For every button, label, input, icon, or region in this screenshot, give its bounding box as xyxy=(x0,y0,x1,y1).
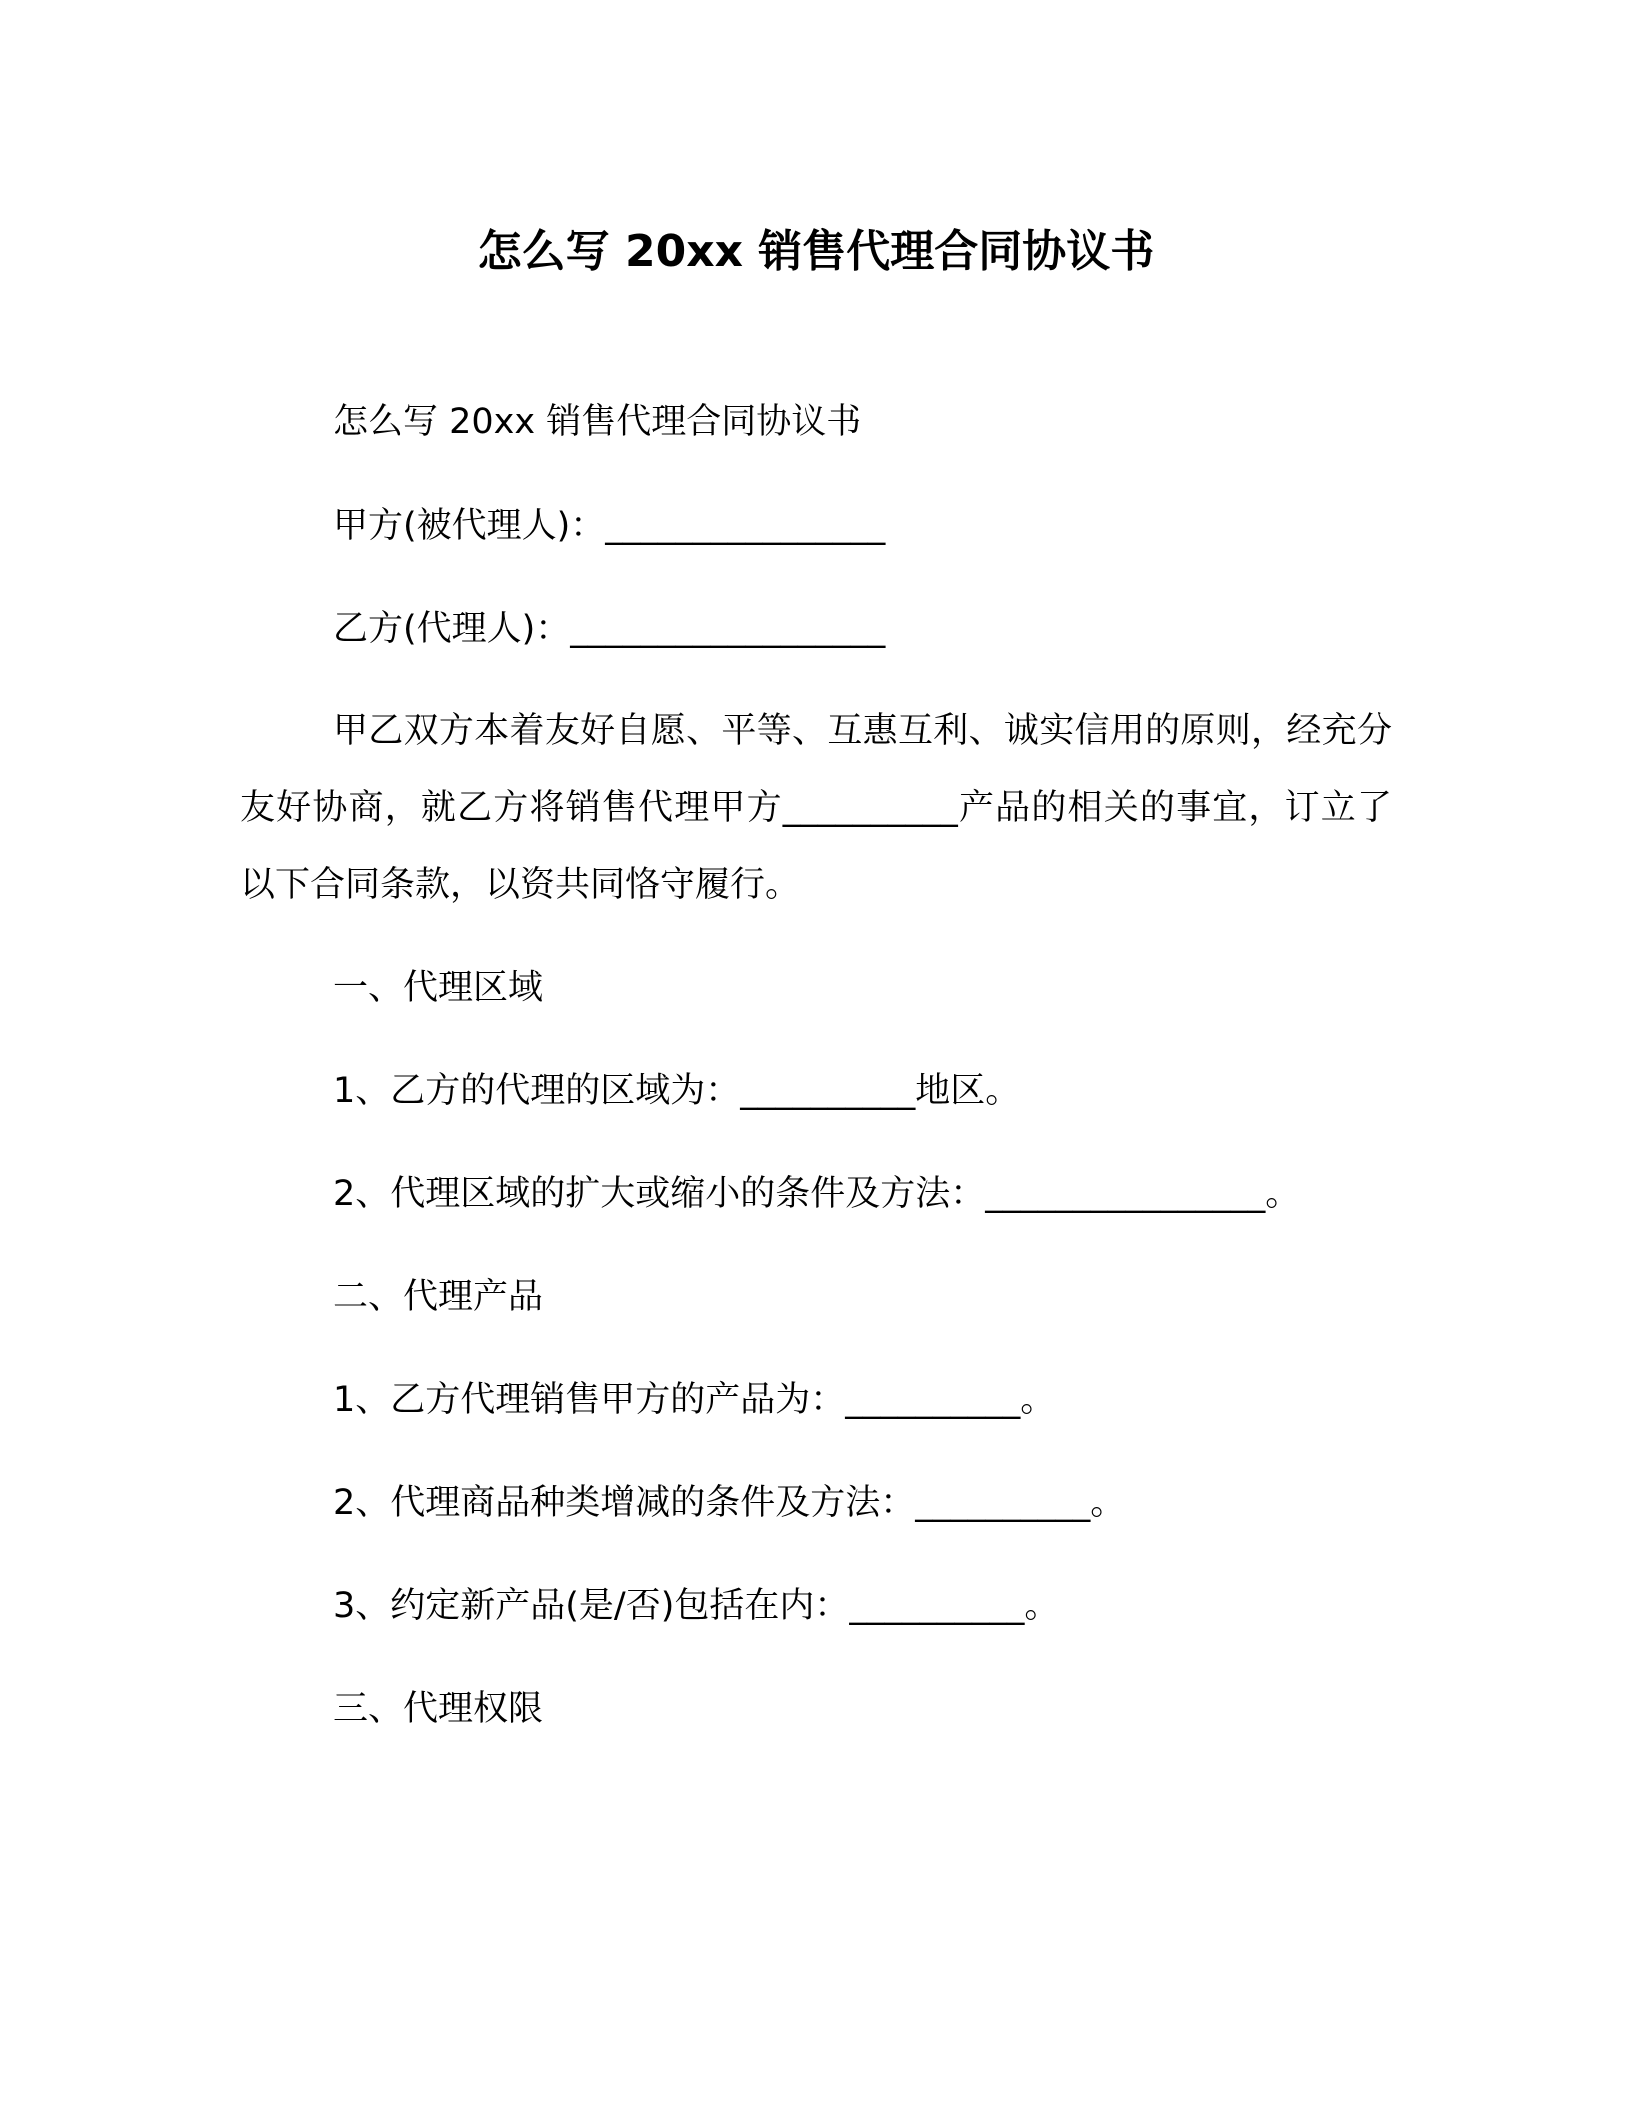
section-1-item-1: 1、乙方的代理的区域为：__________地区。 xyxy=(333,1071,1021,1111)
party-a-line: 甲方(被代理人)：________________ xyxy=(333,506,886,546)
section-2-heading: 二、代理产品 xyxy=(333,1277,544,1317)
intro-paragraph: 甲乙双方本着友好自愿、平等、互惠互利、诚实信用的原则，经充分友好协商，就乙方将销售代理甲方__________产品的相关的事宜，订立了以下合同条款，以资共同恪守履行。 xyxy=(240,711,1392,905)
section-1-heading: 一、代理区域 xyxy=(333,968,544,1008)
section-2-item-2: 2、代理商品种类增减的条件及方法：__________。 xyxy=(333,1483,1126,1523)
document-title: 怎么写 20xx 销售代理合同协议书 xyxy=(477,226,1155,277)
section-1-item-2: 2、代理区域的扩大或缩小的条件及方法：________________。 xyxy=(333,1174,1301,1214)
section-2-item-1: 1、乙方代理销售甲方的产品为：__________。 xyxy=(333,1380,1056,1420)
section-3-heading: 三、代理权限 xyxy=(333,1689,544,1729)
section-2-item-3: 3、约定新产品(是/否)包括在内：__________。 xyxy=(333,1586,1060,1626)
document-subtitle: 怎么写 20xx 销售代理合同协议书 xyxy=(333,402,862,442)
party-b-line: 乙方(代理人)：__________________ xyxy=(333,609,886,649)
